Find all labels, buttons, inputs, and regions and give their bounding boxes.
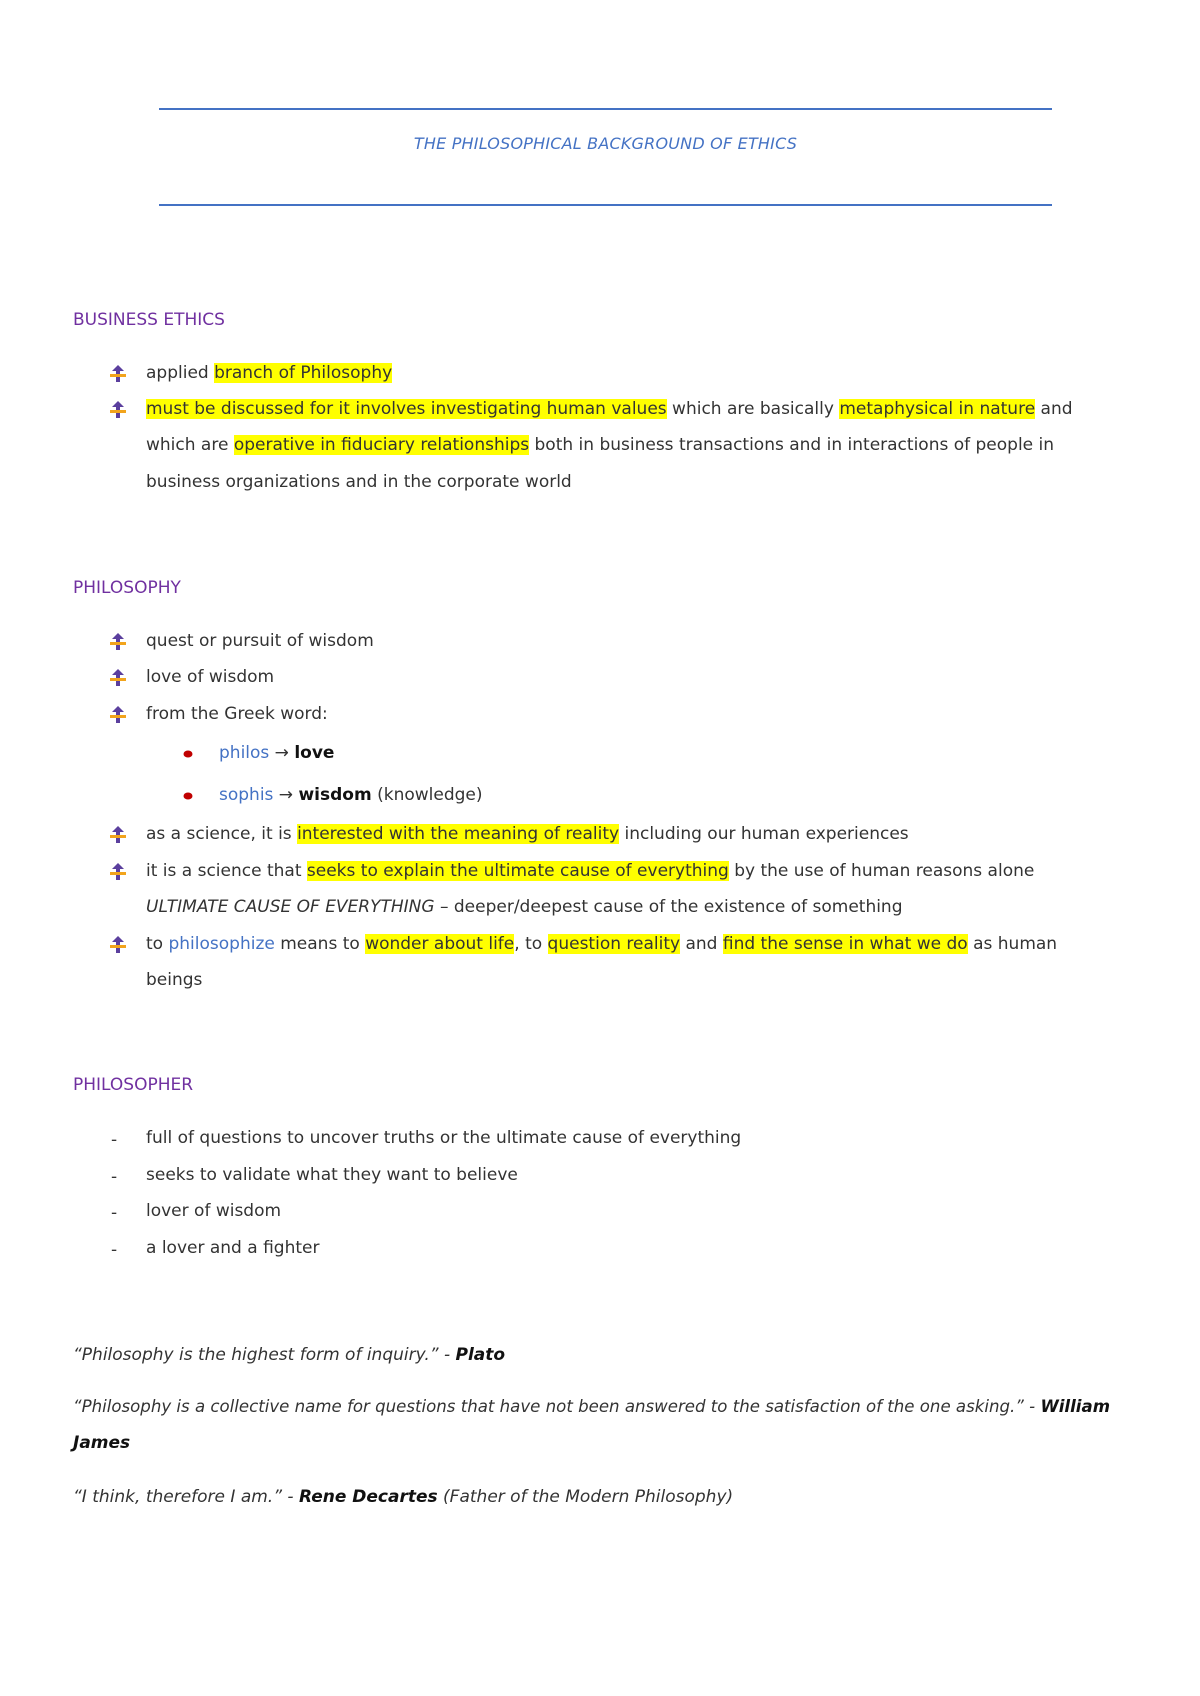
list-item: must be discussed for it involves investigating human values which are basically metaphysical in nature and xyxy=(146,399,1073,419)
arrow-bullet-icon xyxy=(108,935,128,955)
list-item: applied branch of Philosophy xyxy=(146,363,393,383)
page-title: THE PHILOSOPHICAL BACKGROUND OF ETHICS xyxy=(413,134,798,153)
quote-plato: “Philosophy is the highest form of inquiry.” - Plato xyxy=(73,1345,506,1365)
philosopher-heading: PHILOSOPHER xyxy=(73,1075,194,1095)
sub-list-item: philos → love xyxy=(219,743,335,763)
list-item-continued: business organizations and in the corporate world xyxy=(146,472,572,492)
list-item: quest or pursuit of wisdom xyxy=(146,631,374,651)
quote-descartes: “I think, therefore I am.” - Rene Decartes (Father of the Modern Philosophy) xyxy=(73,1487,734,1507)
arrow-bullet-icon xyxy=(108,632,128,652)
quote-william-james: “Philosophy is a collective name for questions that have not been answered to the satisfaction of the one asking.” - William xyxy=(73,1397,1110,1416)
arrow-bullet-icon xyxy=(108,364,128,384)
list-item: a lover and a fighter xyxy=(146,1238,320,1258)
sub-list-item: sophis → wisdom (knowledge) xyxy=(219,785,483,805)
arrow-bullet-icon xyxy=(108,705,128,725)
dash-bullet: - xyxy=(111,1240,118,1260)
list-item: lover of wisdom xyxy=(146,1201,282,1221)
business-ethics-heading: BUSINESS ETHICS xyxy=(73,310,225,330)
top-rule xyxy=(159,108,1052,110)
list-item: as a science, it is interested with the meaning of reality including our human experiences xyxy=(146,824,909,844)
list-item-continued: ULTIMATE CAUSE OF EVERYTHING – deeper/deepest cause of the existence of something xyxy=(146,897,903,917)
bottom-rule xyxy=(159,204,1052,206)
dash-bullet: - xyxy=(111,1130,118,1150)
list-item: it is a science that seeks to explain the ultimate cause of everything by the use of human reasons alone xyxy=(146,861,1035,881)
dash-bullet: - xyxy=(111,1203,118,1223)
list-item: to philosophize means to wonder about life, to question reality and find the sense in what we do as human xyxy=(146,934,1058,954)
list-item: love of wisdom xyxy=(146,667,275,687)
list-item-continued: beings xyxy=(146,970,203,990)
philosophy-heading: PHILOSOPHY xyxy=(73,578,181,598)
red-dot-bullet-icon xyxy=(183,749,193,759)
red-dot-bullet-icon xyxy=(183,791,193,801)
arrow-bullet-icon xyxy=(108,825,128,845)
arrow-bullet-icon xyxy=(108,668,128,688)
list-item: seeks to validate what they want to believe xyxy=(146,1165,518,1185)
quote-author-continued: James xyxy=(73,1433,131,1453)
list-item: from the Greek word: xyxy=(146,704,328,724)
dash-bullet: - xyxy=(111,1167,118,1187)
list-item-continued: which are operative in fiduciary relationships both in business transactions and in interactions of people in xyxy=(146,435,1055,455)
list-item: full of questions to uncover truths or the ultimate cause of everything xyxy=(146,1128,742,1148)
arrow-bullet-icon xyxy=(108,400,128,420)
arrow-bullet-icon xyxy=(108,862,128,882)
